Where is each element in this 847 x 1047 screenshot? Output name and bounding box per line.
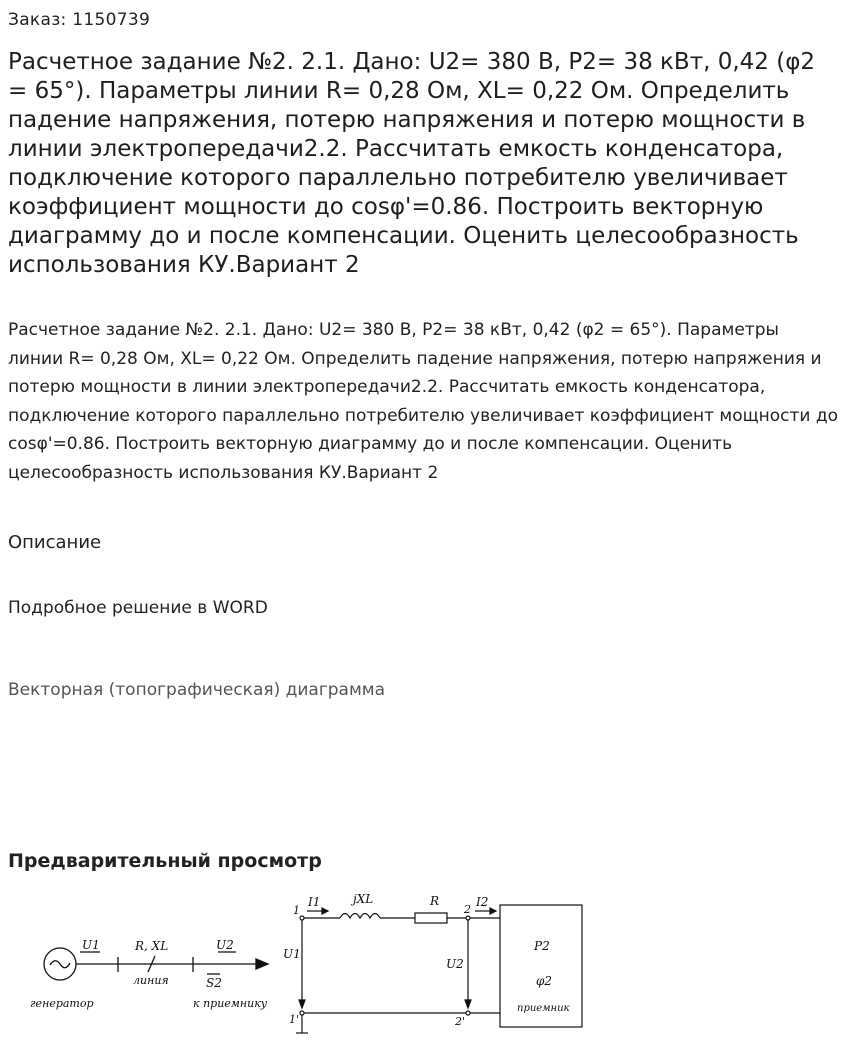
sine-icon	[50, 961, 70, 968]
preview-heading: Предварительный просмотр	[8, 850, 322, 872]
resistor-icon	[415, 913, 447, 923]
page-title: Расчетное задание №2. 2.1. Дано: U2= 380 В, P2= 38 кВт, 0,42 (φ2 = 65°). Параметры линии R= 0,28 Ом, XL= 0,22 Ом. Определить падение напряжения, потерю напряжения и потерю мощности в линии электропередачи2.2. Рассчитать емкость конденсатора, подключение которого параллельно потребителю увеличивает коэффициент мощности до cosφ'=0.86. Построить векторную диаграмму до и после компенсации. Оценить целесообразность использования КУ.Вариант 2	[8, 49, 816, 278]
inductor-icon	[340, 914, 380, 919]
to-receiver-label: к приемнику	[193, 997, 268, 1010]
p2-label: P2	[534, 939, 550, 953]
receiver-label: приемник	[517, 1003, 570, 1014]
task-description: Расчетное задание №2. 2.1. Дано: U2= 380 В, P2= 38 кВт, 0,42 (φ2 = 65°). Параметры линии R= 0,28 Ом, XL= 0,22 Ом. Определить падение напряжения, потерю напряжения и потерю мощности в линии электропередачи2.2. Рассчитать емкость конденсатора, подключение которого параллельно потребителю увеличивает коэффициент мощности до cosφ'=0.86. Построить векторную диаграмму до и после компенсации. Оценить целесообразность использования КУ.Вариант 2	[8, 320, 838, 483]
order-number: Заказ: 1150739	[8, 10, 151, 30]
u2-circuit-label: U2	[446, 957, 464, 971]
node-1-label: 1	[293, 904, 300, 917]
node-2p-label: 2'	[455, 1015, 466, 1028]
circuit-preview-image	[30, 888, 590, 1043]
vector-diagram-note: Векторная (топографическая) диаграмма	[8, 680, 386, 700]
i1-label: I1	[308, 895, 321, 909]
generator-label: генератор	[30, 997, 94, 1010]
node-1p-label: 1'	[289, 1013, 300, 1026]
detail-note: Подробное решение в WORD	[8, 598, 268, 618]
s2-label: S2	[206, 976, 222, 990]
node-2-label: 2	[464, 903, 471, 916]
i2-label: I2	[476, 895, 489, 909]
line-label: линия	[133, 974, 169, 987]
line-params-label: R, XL	[135, 939, 169, 953]
phi2-label: φ2	[536, 974, 553, 988]
description-heading: Описание	[8, 532, 102, 553]
u2-label: U2	[216, 938, 234, 952]
jxl-label: jXL	[353, 892, 374, 906]
u1-label: U1	[82, 938, 100, 952]
r-label: R	[430, 894, 440, 908]
u1-circuit-label: U1	[283, 947, 301, 961]
